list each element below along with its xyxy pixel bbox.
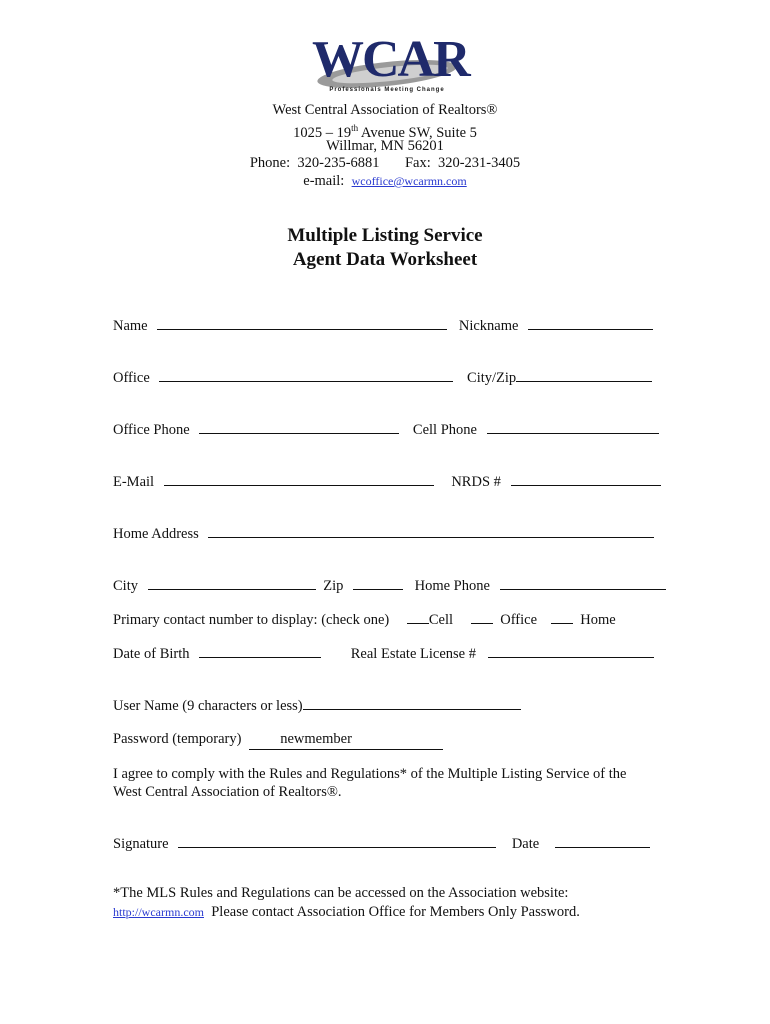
wcar-logo [312, 31, 469, 96]
date-field[interactable] [555, 833, 650, 848]
email-field[interactable] [164, 471, 434, 486]
org-city: Willmar, MN 56201 [326, 138, 444, 154]
office-field[interactable] [159, 367, 453, 382]
row-primary-contact: Primary contact number to display: (check one) Cell Office Home [113, 609, 616, 629]
email-link[interactable]: wcoffice@wcarmn.com [351, 174, 467, 188]
cell-check[interactable] [407, 609, 429, 624]
form-subtitle: Agent Data Worksheet [292, 249, 478, 270]
row-phones: Office Phone Cell Phone [113, 419, 659, 439]
cell-phone-field[interactable] [487, 419, 659, 434]
office-check[interactable] [471, 609, 493, 624]
row-name: Name Nickname [113, 315, 653, 335]
password-field[interactable]: newmember [249, 729, 443, 750]
row-email: E-Mail NRDS # [113, 471, 661, 491]
dob-field[interactable] [199, 643, 321, 658]
license-field[interactable] [488, 643, 654, 658]
nrds-field[interactable] [511, 471, 661, 486]
home-address-field[interactable] [208, 523, 654, 538]
signature-field[interactable] [178, 833, 496, 848]
agreement-text: I agree to comply with the Rules and Regulations* of the Multiple Listing Service of the West Central Association of Realtors®. [113, 766, 627, 800]
city-field[interactable] [148, 575, 316, 590]
row-password: Password (temporary) newmember [113, 729, 443, 749]
org-phone-fax: Phone: 320-235-6881 Fax: 320-231-3405 [249, 155, 521, 171]
row-city-zip: City Zip Home Phone [113, 575, 666, 595]
row-home-address: Home Address [113, 523, 654, 543]
home-check[interactable] [551, 609, 573, 624]
row-username: User Name (9 characters or less) [113, 695, 521, 715]
zip-field[interactable] [353, 575, 403, 590]
row-office: Office City/Zip [113, 367, 652, 387]
org-address: 1025 – 19th Avenue SW, Suite 5 [293, 123, 477, 141]
org-name: West Central Association of Realtors® [272, 102, 498, 118]
org-email: e-mail: wcoffice@wcarmn.com [303, 173, 467, 189]
logo-tagline: Professionals Meeting Change [329, 87, 445, 93]
row-signature: Signature Date [113, 833, 650, 853]
office-phone-field[interactable] [199, 419, 399, 434]
username-field[interactable] [303, 695, 521, 710]
website-link[interactable]: http://wcarmn.com [113, 905, 204, 919]
row-dob-license: Date of Birth Real Estate License # [113, 643, 654, 663]
footer-link-line: http://wcarmn.com Please contact Association Office for Members Only Password. [113, 904, 580, 920]
home-phone-field[interactable] [500, 575, 666, 590]
name-field[interactable] [157, 315, 447, 330]
form-title: Multiple Listing Service [287, 225, 483, 246]
nickname-field[interactable] [528, 315, 653, 330]
footer-note: *The MLS Rules and Regulations can be accessed on the Association website: [113, 885, 569, 901]
logo-text: WCAR [312, 31, 469, 88]
city-zip-field[interactable] [516, 367, 652, 382]
